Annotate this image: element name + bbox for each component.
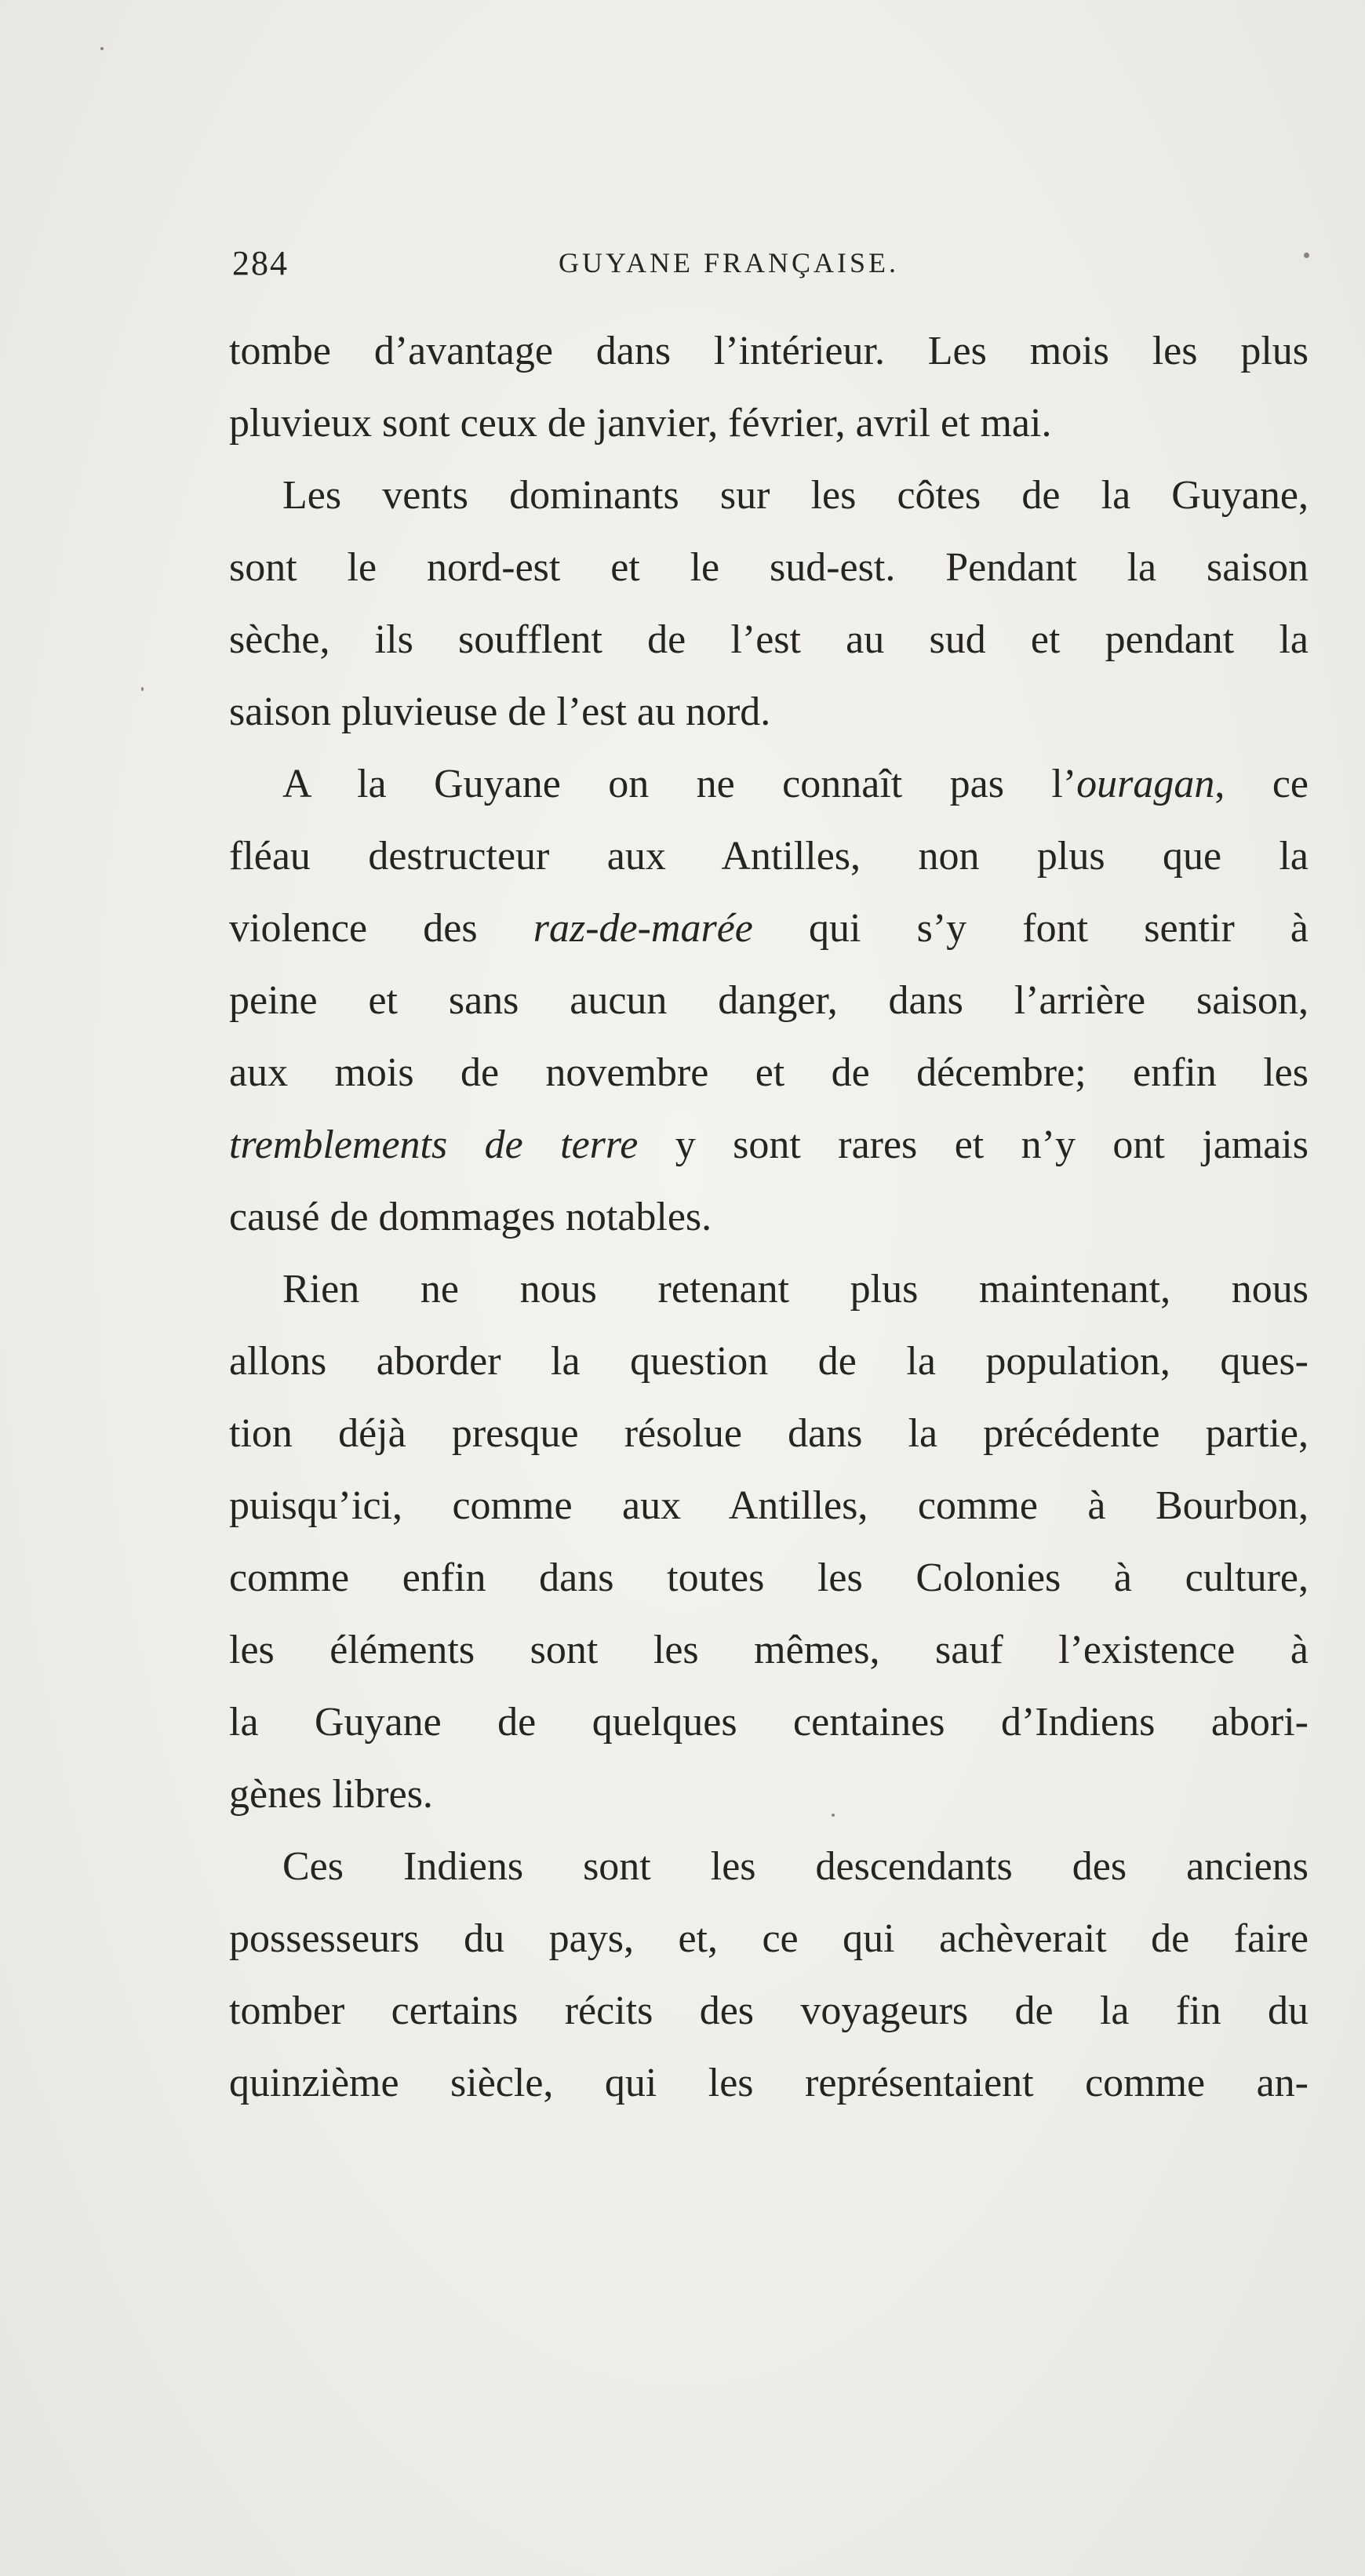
text-line: pluvieux sont ceux de janvier, février, avril et mai. — [229, 401, 1052, 446]
text-line: quinzième siècle, qui les représentaient comme an- — [229, 2061, 1309, 2105]
body-text — [229, 315, 1309, 2119]
text-line: violence des raz-de-marée qui s’y font sentir à — [229, 906, 1309, 951]
text-line: saison pluvieuse de l’est au nord. — [229, 689, 771, 734]
text-line: allons aborder la question de la population, ques- — [229, 1339, 1309, 1384]
text-line: aux mois de novembre et de décembre; enfin les — [229, 1050, 1309, 1095]
text-line: puisqu’ici, comme aux Antilles, comme à Bourbon, — [229, 1483, 1309, 1528]
text-line: gènes libres. — [229, 1772, 433, 1817]
text-line: tombe d’avantage dans l’intérieur. Les mois les plus — [229, 329, 1309, 373]
paragraph-first-line: A la Guyane on ne connaît pas l’ouragan, ce — [282, 762, 1309, 806]
text-line: tomber certains récits des voyageurs de la fin du — [229, 1988, 1309, 2033]
text-line: les éléments sont les mêmes, sauf l’existence à — [229, 1628, 1309, 1672]
paragraph-first-line: Les vents dominants sur les côtes de la Guyane, — [282, 473, 1309, 518]
text-line: comme enfin dans toutes les Colonies à culture, — [229, 1555, 1309, 1600]
paragraph-first-line: Ces Indiens sont les descendants des anciens — [282, 1844, 1309, 1889]
text-line: peine et sans aucun danger, dans l’arrière saison, — [229, 978, 1309, 1023]
text-line: sèche, ils soufflent de l’est au sud et pendant la — [229, 617, 1309, 662]
text-line: la Guyane de quelques centaines d’Indiens abori- — [229, 1700, 1309, 1745]
text-line: fléau destructeur aux Antilles, non plus que la — [229, 834, 1309, 879]
running-head: GUYANE FRANÇAISE. — [559, 247, 900, 278]
paper-speck — [100, 47, 104, 50]
page-header — [232, 243, 1309, 290]
text-line: possesseurs du pays, et, ce qui achèverait de faire — [229, 1916, 1309, 1961]
italic-term: ouragan — [1076, 762, 1215, 806]
text-line: tremblements de terre y sont rares et n’y ont jamais — [229, 1122, 1309, 1167]
page-number: 284 — [232, 244, 289, 282]
text-line: sont le nord-est et le sud-est. Pendant la saison — [229, 545, 1309, 590]
text-line: causé de dommages notables. — [229, 1195, 712, 1239]
paper-speck — [141, 687, 144, 691]
paragraph-first-line: Rien ne nous retenant plus maintenant, nous — [282, 1267, 1309, 1312]
text-line: tion déjà presque résolue dans la précédente partie, — [229, 1411, 1309, 1456]
italic-term: raz-de-marée — [533, 906, 753, 951]
italic-term: tremblements de terre — [229, 1122, 639, 1167]
